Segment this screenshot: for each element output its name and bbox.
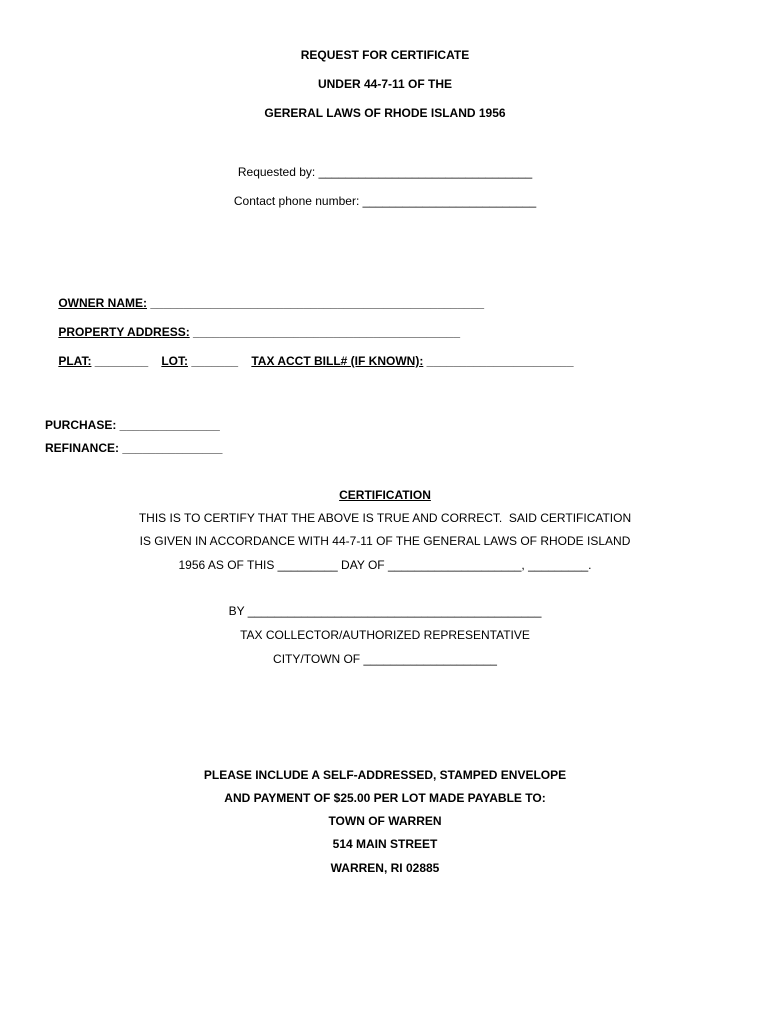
- lot-label: LOT:: [161, 354, 189, 368]
- doc-title-line-3: GERERAL LAWS OF RHODE ISLAND 1956: [264, 106, 506, 120]
- purchase-field[interactable]: PURCHASE: _______________: [45, 418, 220, 432]
- certification-heading: CERTIFICATION: [339, 488, 431, 502]
- plat-label: PLAT:: [58, 354, 92, 368]
- tax-acct-field[interactable]: ______________________: [423, 354, 574, 368]
- property-address-label: PROPERTY ADDRESS:: [58, 325, 190, 339]
- certification-text-1: THIS IS TO CERTIFY THAT THE ABOVE IS TRUE AND CORRECT. SAID CERTIFICATION: [138, 511, 632, 525]
- owner-name-label: OWNER NAME:: [58, 296, 148, 310]
- payee-city: WARREN, RI 02885: [330, 861, 440, 875]
- tax-acct-label: TAX ACCT BILL# (IF KNOWN):: [251, 354, 424, 368]
- plat-field[interactable]: ________: [91, 354, 149, 368]
- doc-title-line-1: REQUEST FOR CERTIFICATE: [300, 48, 470, 62]
- instructions-line-1: PLEASE INCLUDE A SELF-ADDRESSED, STAMPED ENVELOPE: [203, 768, 567, 782]
- refinance-field[interactable]: REFINANCE: _______________: [45, 441, 223, 455]
- certification-text-2: IS GIVEN IN ACCORDANCE WITH 44-7-11 OF THE GENERAL LAWS OF RHODE ISLAND: [139, 534, 631, 548]
- city-town-field[interactable]: CITY/TOWN OF ____________________: [273, 652, 497, 666]
- plat-row: [45, 340, 148, 382]
- certification-date-line[interactable]: 1956 AS OF THIS _________ DAY OF ____________________, _________.: [178, 558, 592, 572]
- payee-street: 514 MAIN STREET: [332, 837, 438, 851]
- contact-phone-field[interactable]: Contact phone number: __________________________: [233, 194, 537, 208]
- doc-title-line-2: UNDER 44-7-11 OF THE: [317, 77, 453, 91]
- lot-row: [148, 340, 238, 382]
- tax-acct-row: [238, 340, 574, 382]
- signature-by-field[interactable]: BY ____________________________________________: [228, 604, 542, 618]
- payee-name: TOWN OF WARREN: [328, 814, 442, 828]
- property-address-field[interactable]: ________________________________________: [189, 325, 460, 339]
- requested-by-field[interactable]: Requested by: ________________________________: [237, 165, 533, 179]
- lot-field[interactable]: _______: [188, 354, 239, 368]
- instructions-line-2: AND PAYMENT OF $25.00 PER LOT MADE PAYABLE TO:: [224, 791, 546, 805]
- tax-collector-label: TAX COLLECTOR/AUTHORIZED REPRESENTATIVE: [240, 628, 530, 642]
- owner-name-field[interactable]: __________________________________________________: [147, 296, 485, 310]
